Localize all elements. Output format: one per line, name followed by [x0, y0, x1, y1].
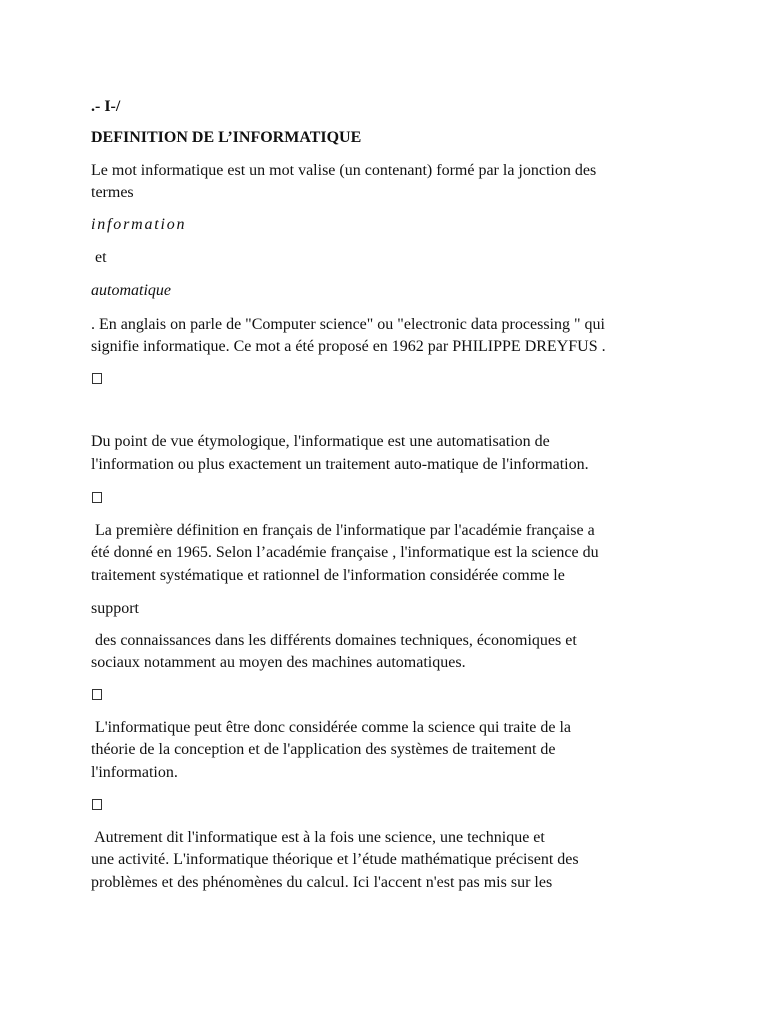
paragraph-line: La première définition en français de l'informatique par l'académie française a [91, 522, 595, 539]
paragraph-line: termes [91, 184, 134, 201]
missing-glyph-box [92, 373, 102, 384]
section-title: DEFINITION DE L’INFORMATIQUE [91, 129, 362, 146]
paragraph-line: L'informatique peut être donc considérée comme la science qui traite de la [91, 719, 572, 736]
paragraph-line: une activité. L'informatique théorique et l’étude mathématique précisent des [91, 851, 579, 868]
word-et: et [91, 249, 107, 266]
paragraph-line: été donné en 1965. Selon l’académie française , l'informatique est la science du [91, 544, 599, 561]
term-information: information [91, 216, 187, 233]
missing-glyph-box [92, 689, 102, 700]
word-support: support [91, 600, 139, 617]
missing-glyph-box [92, 799, 102, 810]
term-automatique: automatique [91, 282, 171, 299]
paragraph-line: Le mot informatique est un mot valise (un contenant) formé par la jonction des [91, 162, 597, 179]
paragraph-line: Du point de vue étymologique, l'informatique est une automatisation de [91, 433, 550, 450]
paragraph-line: problèmes et des phénomènes du calcul. Ici l'accent n'est pas mis sur les [91, 874, 553, 891]
section-number: .- I-/ [91, 98, 121, 115]
paragraph-line: . En anglais on parle de "Computer science" ou "electronic data processing " qui [91, 316, 605, 333]
missing-glyph-box [92, 492, 102, 503]
paragraph-line: des connaissances dans les différents domaines techniques, économiques et [91, 632, 577, 649]
paragraph-line: l'information ou plus exactement un traitement auto-matique de l'information. [91, 456, 589, 473]
paragraph-line: traitement systématique et rationnel de l'information considérée comme le [91, 567, 565, 584]
paragraph-line: l'information. [91, 764, 178, 781]
paragraph-line: signifie informatique. Ce mot a été proposé en 1962 par PHILIPPE DREYFUS . [91, 338, 606, 355]
paragraph-line: théorie de la conception et de l'application des systèmes de traitement de [91, 741, 556, 758]
paragraph-line: sociaux notamment au moyen des machines automatiques. [91, 654, 466, 671]
paragraph-line: Autrement dit l'informatique est à la fois une science, une technique et [91, 829, 545, 846]
